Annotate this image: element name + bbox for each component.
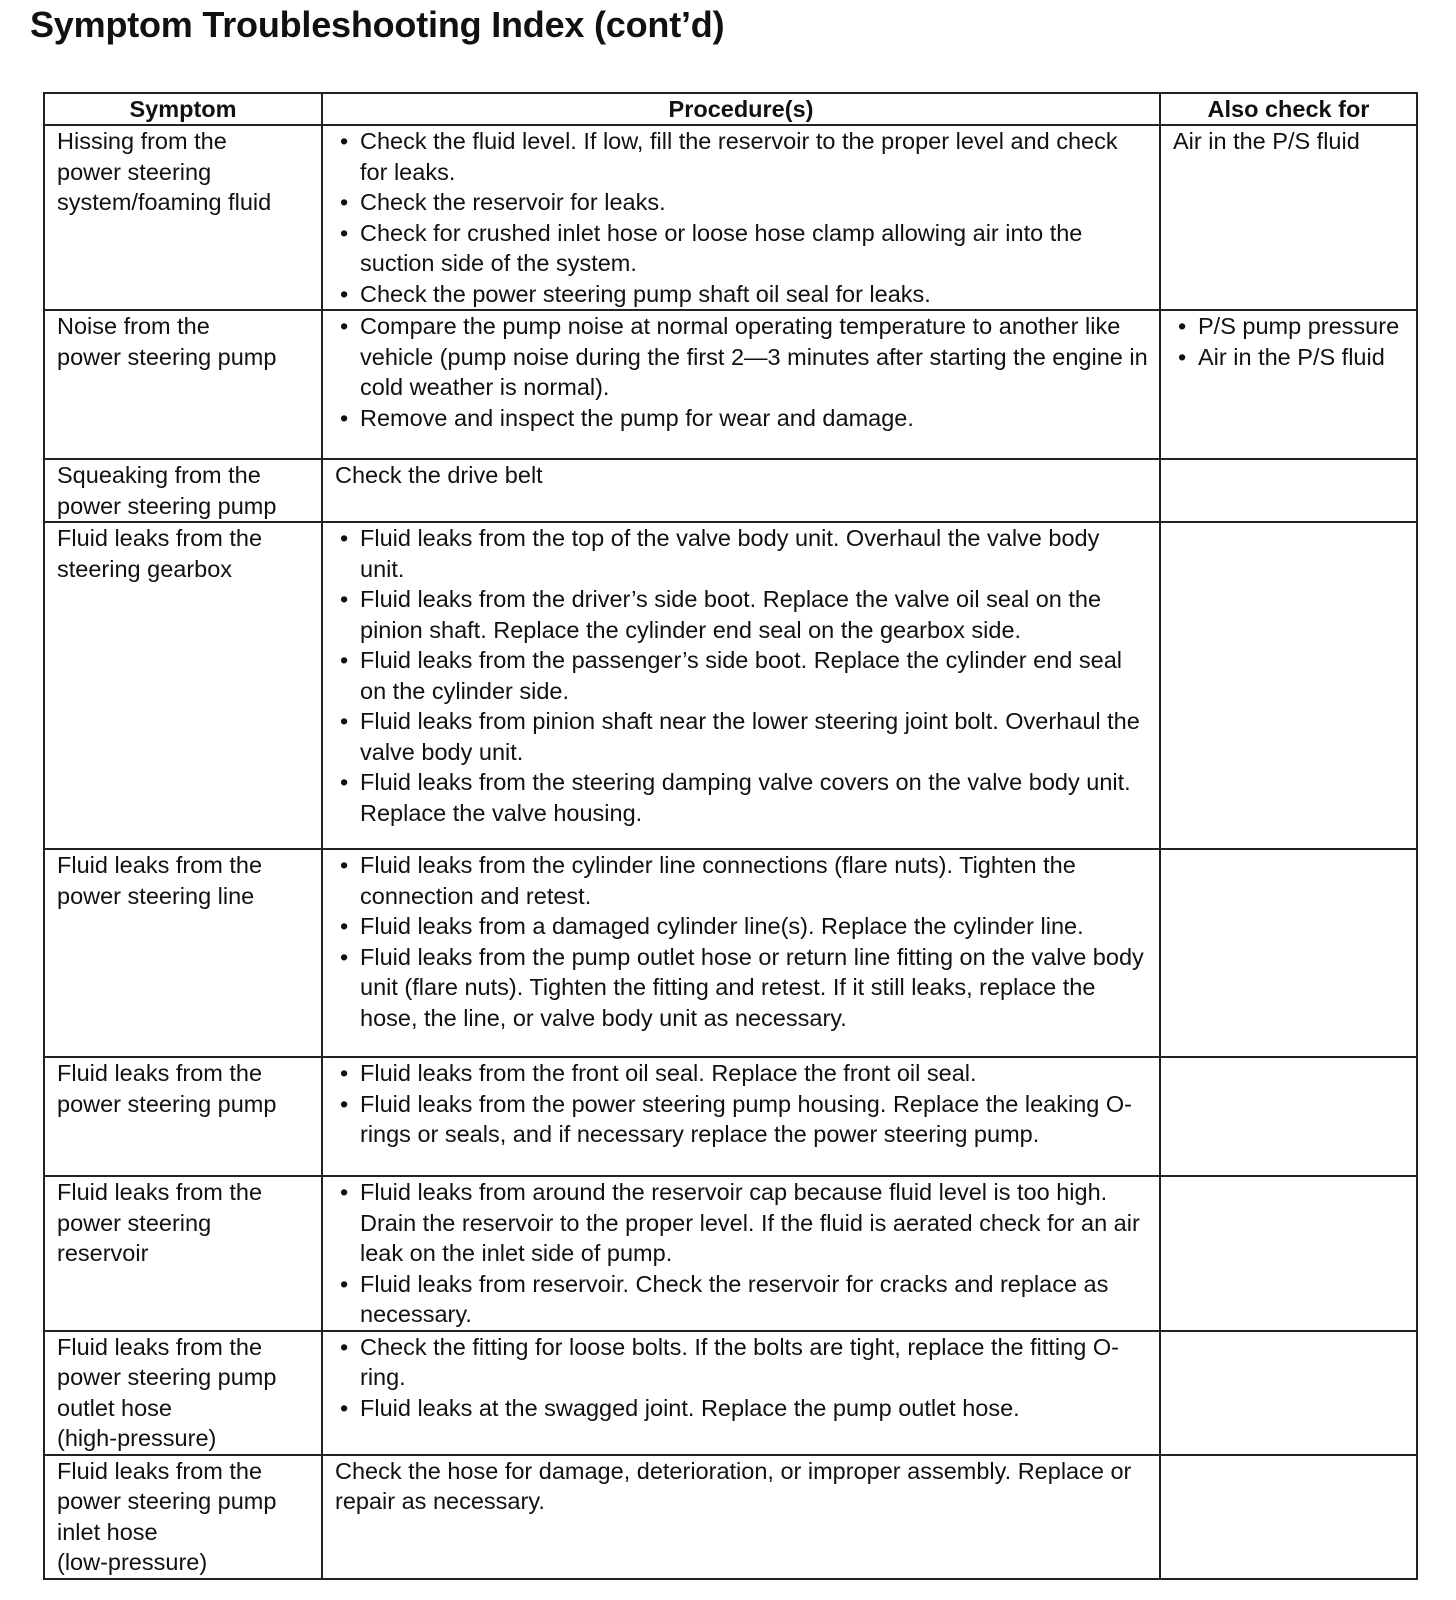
also-check-cell (1160, 1331, 1417, 1455)
procedure-item-text: Fluid leaks from the passenger’s side boot. Replace the cylinder end seal on the cylinder side. (360, 647, 1123, 704)
procedure-item-text: Fluid leaks from a damaged cylinder line(s). Replace the cylinder line. (360, 913, 1084, 939)
procedure-item (335, 706, 1149, 767)
bullet-icon: • (340, 1394, 349, 1421)
procedure-cell (322, 522, 1160, 849)
bullet-icon: • (340, 280, 349, 307)
also-check-column-header: Also check for (1160, 93, 1417, 125)
symptom-cell (44, 1455, 322, 1579)
also-check-cell (1160, 310, 1417, 459)
procedure-cell (322, 849, 1160, 1057)
procedure-item (335, 942, 1149, 1034)
bullet-icon: • (340, 313, 349, 339)
symptom-text: Noise from the power steering pump (57, 313, 277, 370)
also-check-item-text: Air in the P/S fluid (1198, 343, 1385, 370)
header-row (44, 93, 1417, 125)
procedure-item (335, 1177, 1149, 1269)
bullet-icon: • (340, 404, 349, 431)
procedure-list (335, 1177, 1149, 1330)
symptom-cell (44, 125, 322, 310)
procedure-item-text: Check the power steering pump shaft oil seal for leaks. (360, 280, 931, 307)
table-row (44, 1176, 1417, 1331)
also-check-item (1173, 342, 1406, 373)
procedure-item (335, 218, 1149, 279)
procedure-item-text: Fluid leaks at the swagged joint. Replace the pump outlet hose. (360, 1394, 1020, 1421)
bullet-icon: • (340, 586, 349, 612)
procedure-item (335, 1058, 1149, 1089)
procedure-cell (322, 125, 1160, 310)
also-check-cell (1160, 459, 1417, 522)
bullet-icon: • (340, 189, 349, 215)
procedure-column-header: Procedure(s) (322, 93, 1160, 125)
bullet-icon: • (340, 1090, 349, 1117)
bullet-icon: • (340, 525, 349, 551)
procedure-item (335, 645, 1149, 706)
symptom-cell (44, 1331, 322, 1455)
procedure-item (335, 911, 1149, 942)
procedure-cell (322, 310, 1160, 459)
procedure-item-text: Fluid leaks from reservoir. Check the reservoir for cracks and replace as necessary. (360, 1270, 1109, 1327)
procedure-item (335, 1269, 1149, 1330)
also-check-cell (1160, 125, 1417, 310)
symptom-text: Fluid leaks from the power steering line (57, 852, 263, 909)
procedure-list (335, 1058, 1149, 1150)
symptom-cell (44, 310, 322, 459)
page-title: Symptom Troubleshooting Index (cont’d) (30, 4, 725, 45)
procedure-item (335, 279, 1149, 310)
bullet-icon: • (340, 128, 349, 154)
procedure-item (335, 767, 1149, 828)
bullet-icon: • (1178, 343, 1187, 370)
symptom-text: Fluid leaks from the power steering pump inlet hose (low-pressure) (57, 1457, 277, 1575)
procedure-item-text: Fluid leaks from the steering damping valve covers on the valve body unit. Replace the valve housing. (360, 769, 1131, 826)
table-row (44, 1455, 1417, 1579)
procedure-list (335, 126, 1149, 309)
procedure-list (335, 850, 1149, 1033)
also-check-list (1173, 311, 1406, 372)
symptom-text: Squeaking from the power steering pump (57, 462, 277, 519)
symptom-text: Fluid leaks from the power steering pump (57, 1060, 277, 1117)
procedure-item-text: Check for crushed inlet hose or loose hose clamp allowing air into the suction side of the system. (360, 219, 1083, 276)
procedure-item-text: Fluid leaks from the pump outlet hose or return line fitting on the valve body unit (flare nuts). Tighten the fitting and retest. If it still leaks, replace the hose, the line, or valve body unit as necessary. (360, 943, 1144, 1031)
table-row (44, 459, 1417, 522)
procedure-item (335, 1089, 1149, 1150)
bullet-icon: • (1178, 313, 1187, 339)
symptom-text: Hissing from the power steering system/foaming fluid (57, 128, 272, 215)
procedure-text: Check the drive belt (335, 462, 543, 488)
bullet-icon: • (340, 708, 349, 734)
symptom-cell (44, 849, 322, 1057)
procedure-list (335, 311, 1149, 433)
symptom-column-header: Symptom (44, 93, 322, 125)
procedure-list (335, 523, 1149, 828)
also-check-item (1173, 311, 1406, 342)
bullet-icon: • (340, 1179, 349, 1205)
procedure-item (335, 523, 1149, 584)
procedure-item-text: Fluid leaks from pinion shaft near the lower steering joint bolt. Overhaul the valve body unit. (360, 708, 1140, 765)
procedure-item-text: Fluid leaks from around the reservoir cap because fluid level is too high. Drain the reservoir to the proper level. If the fluid is aerated check for an air leak on the inlet side of pump. (360, 1179, 1140, 1266)
procedure-item (335, 311, 1149, 403)
symptom-cell (44, 1057, 322, 1176)
table-row (44, 1331, 1417, 1455)
symptom-text: Fluid leaks from the power steering pump outlet hose (high-pressure) (57, 1333, 277, 1451)
procedure-item-text: Check the fitting for loose bolts. If the bolts are tight, replace the fitting O-ring. (360, 1333, 1119, 1390)
procedure-cell (322, 1176, 1160, 1331)
bullet-icon: • (340, 1060, 349, 1086)
procedure-item-text: Remove and inspect the pump for wear and damage. (360, 404, 914, 431)
also-check-item-text: P/S pump pressure (1198, 313, 1400, 339)
procedure-item-text: Fluid leaks from the front oil seal. Replace the front oil seal. (360, 1060, 977, 1086)
procedure-item-text: Fluid leaks from the power steering pump housing. Replace the leaking O-rings or seals, and if necessary replace the power steering pump. (360, 1090, 1132, 1147)
also-check-cell (1160, 1057, 1417, 1176)
troubleshooting-table (43, 92, 1418, 1580)
procedure-item-text: Compare the pump noise at normal operating temperature to another like vehicle (pump noise during the first 2—3 minutes after starting the engine in cold weather is normal). (360, 313, 1148, 400)
procedure-item-text: Fluid leaks from the driver’s side boot. Replace the valve oil seal on the pinion shaft. Replace the cylinder end seal on the gearbox side. (360, 586, 1102, 643)
table-row (44, 1057, 1417, 1176)
procedure-text: Check the hose for damage, deterioration, or improper assembly. Replace or repair as necessary. (335, 1457, 1132, 1514)
bullet-icon: • (340, 1270, 349, 1297)
procedure-item (335, 126, 1149, 187)
procedure-item (335, 403, 1149, 434)
procedure-cell (322, 1057, 1160, 1176)
procedure-item (335, 187, 1149, 218)
also-check-cell (1160, 849, 1417, 1057)
also-check-cell (1160, 1176, 1417, 1331)
procedure-item (335, 1393, 1149, 1424)
procedure-item-text: Check the reservoir for leaks. (360, 189, 666, 215)
bullet-icon: • (340, 769, 349, 795)
table-row (44, 310, 1417, 459)
bullet-icon: • (340, 219, 349, 246)
procedure-item-text: Check the fluid level. If low, fill the reservoir to the proper level and check for leaks. (360, 128, 1118, 185)
bullet-icon: • (340, 852, 349, 878)
procedure-item (335, 1332, 1149, 1393)
procedure-cell (322, 1455, 1160, 1579)
symptom-cell (44, 522, 322, 849)
procedure-item-text: Fluid leaks from the top of the valve body unit. Overhaul the valve body unit. (360, 525, 1100, 582)
procedure-list (335, 1332, 1149, 1424)
table-row (44, 849, 1417, 1057)
procedure-cell (322, 459, 1160, 522)
procedure-item (335, 584, 1149, 645)
symptom-cell (44, 1176, 322, 1331)
procedure-item-text: Fluid leaks from the cylinder line connections (flare nuts). Tighten the connection and retest. (360, 852, 1076, 909)
table-row (44, 125, 1417, 310)
also-check-text: Air in the P/S fluid (1173, 128, 1360, 154)
also-check-cell (1160, 1455, 1417, 1579)
symptom-text: Fluid leaks from the steering gearbox (57, 525, 263, 582)
bullet-icon: • (340, 1333, 349, 1360)
bullet-icon: • (340, 943, 349, 970)
bullet-icon: • (340, 913, 349, 939)
table-row (44, 522, 1417, 849)
symptom-cell (44, 459, 322, 522)
also-check-cell (1160, 522, 1417, 849)
procedure-item (335, 850, 1149, 911)
symptom-text: Fluid leaks from the power steering reservoir (57, 1179, 263, 1266)
bullet-icon: • (340, 647, 349, 673)
procedure-cell (322, 1331, 1160, 1455)
